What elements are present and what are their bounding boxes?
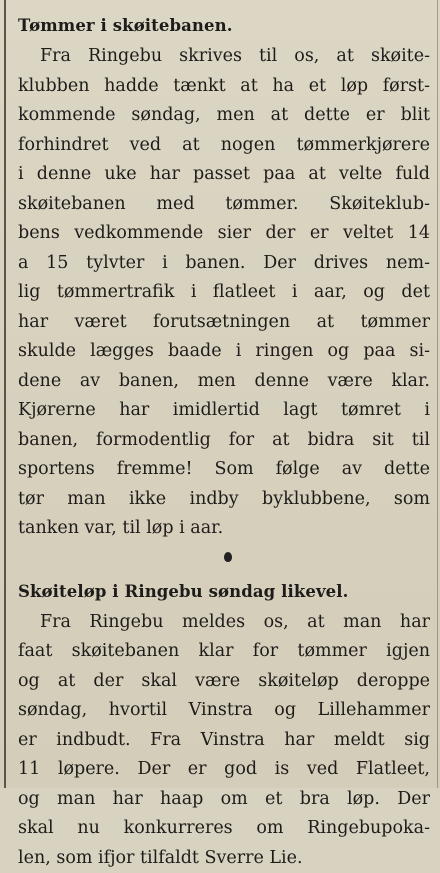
article-line: skal nu konkurreres om Ringebupoka- bbox=[18, 814, 430, 844]
article-line: sportens fremme! Som følge av dette bbox=[18, 455, 430, 485]
article-line: bens vedkommende sier der er veltet 14 bbox=[18, 219, 430, 249]
bullet-ornament-icon bbox=[224, 552, 232, 562]
column-rule-left bbox=[4, 0, 6, 788]
article-line: forhindret ved at nogen tømmerkjørere bbox=[18, 131, 430, 161]
article-line: og man har haap om et bra løp. Der bbox=[18, 785, 430, 815]
article-line: i denne uke har passet paa at velte fuld bbox=[18, 160, 430, 190]
article-line: tanken var, til løp i aar. bbox=[18, 514, 430, 544]
column-rule-right bbox=[437, 0, 438, 788]
article-tommer-i-skoitebanen bbox=[18, 0, 430, 544]
article-line: dene av banen, men denne være klar. bbox=[18, 367, 430, 397]
article-skoitelop-i-ringebu bbox=[18, 572, 430, 873]
article-line: søndag, hvortil Vinstra og Lillehammer bbox=[18, 696, 430, 726]
article-line: Kjørerne har imidlertid lagt tømret i bbox=[18, 396, 430, 426]
news-column bbox=[18, 0, 430, 873]
article-line: lig tømmertrafik i flatleet i aar, og det bbox=[18, 278, 430, 308]
article-line: 11 løpere. Der er god is ved Flatleet, bbox=[18, 755, 430, 785]
article-separator bbox=[18, 544, 430, 572]
article-line: a 15 tylvter i banen. Der drives nem- bbox=[18, 249, 430, 279]
article-line: kommende søndag, men at dette er blit bbox=[18, 101, 430, 131]
article-line: faat skøitebanen klar for tømmer igjen bbox=[18, 637, 430, 667]
article-line: tør man ikke indby byklubbene, som bbox=[18, 485, 430, 515]
article-line: er indbudt. Fra Vinstra har meldt sig bbox=[18, 726, 430, 756]
article-line: klubben hadde tænkt at ha et løp først- bbox=[18, 72, 430, 102]
article-line: og at der skal være skøiteløp deroppe bbox=[18, 667, 430, 697]
article-line: banen, formodentlig for at bidra sit til bbox=[18, 426, 430, 456]
article-line: len, som ifjor tilfaldt Sverre Lie. bbox=[18, 844, 430, 873]
article-headline: Skøiteløp i Ringebu søndag likevel. bbox=[18, 572, 430, 608]
article-line: skøitebanen med tømmer. Skøiteklub- bbox=[18, 190, 430, 220]
article-line: skulde lægges baade i ringen og paa si- bbox=[18, 337, 430, 367]
article-headline: Tømmer i skøitebanen. bbox=[18, 0, 430, 42]
article-line: Fra Ringebu meldes os, at man har bbox=[18, 608, 430, 638]
article-line: Fra Ringebu skrives til os, at skøite- bbox=[18, 42, 430, 72]
article-line: har været forutsætningen at tømmer bbox=[18, 308, 430, 338]
